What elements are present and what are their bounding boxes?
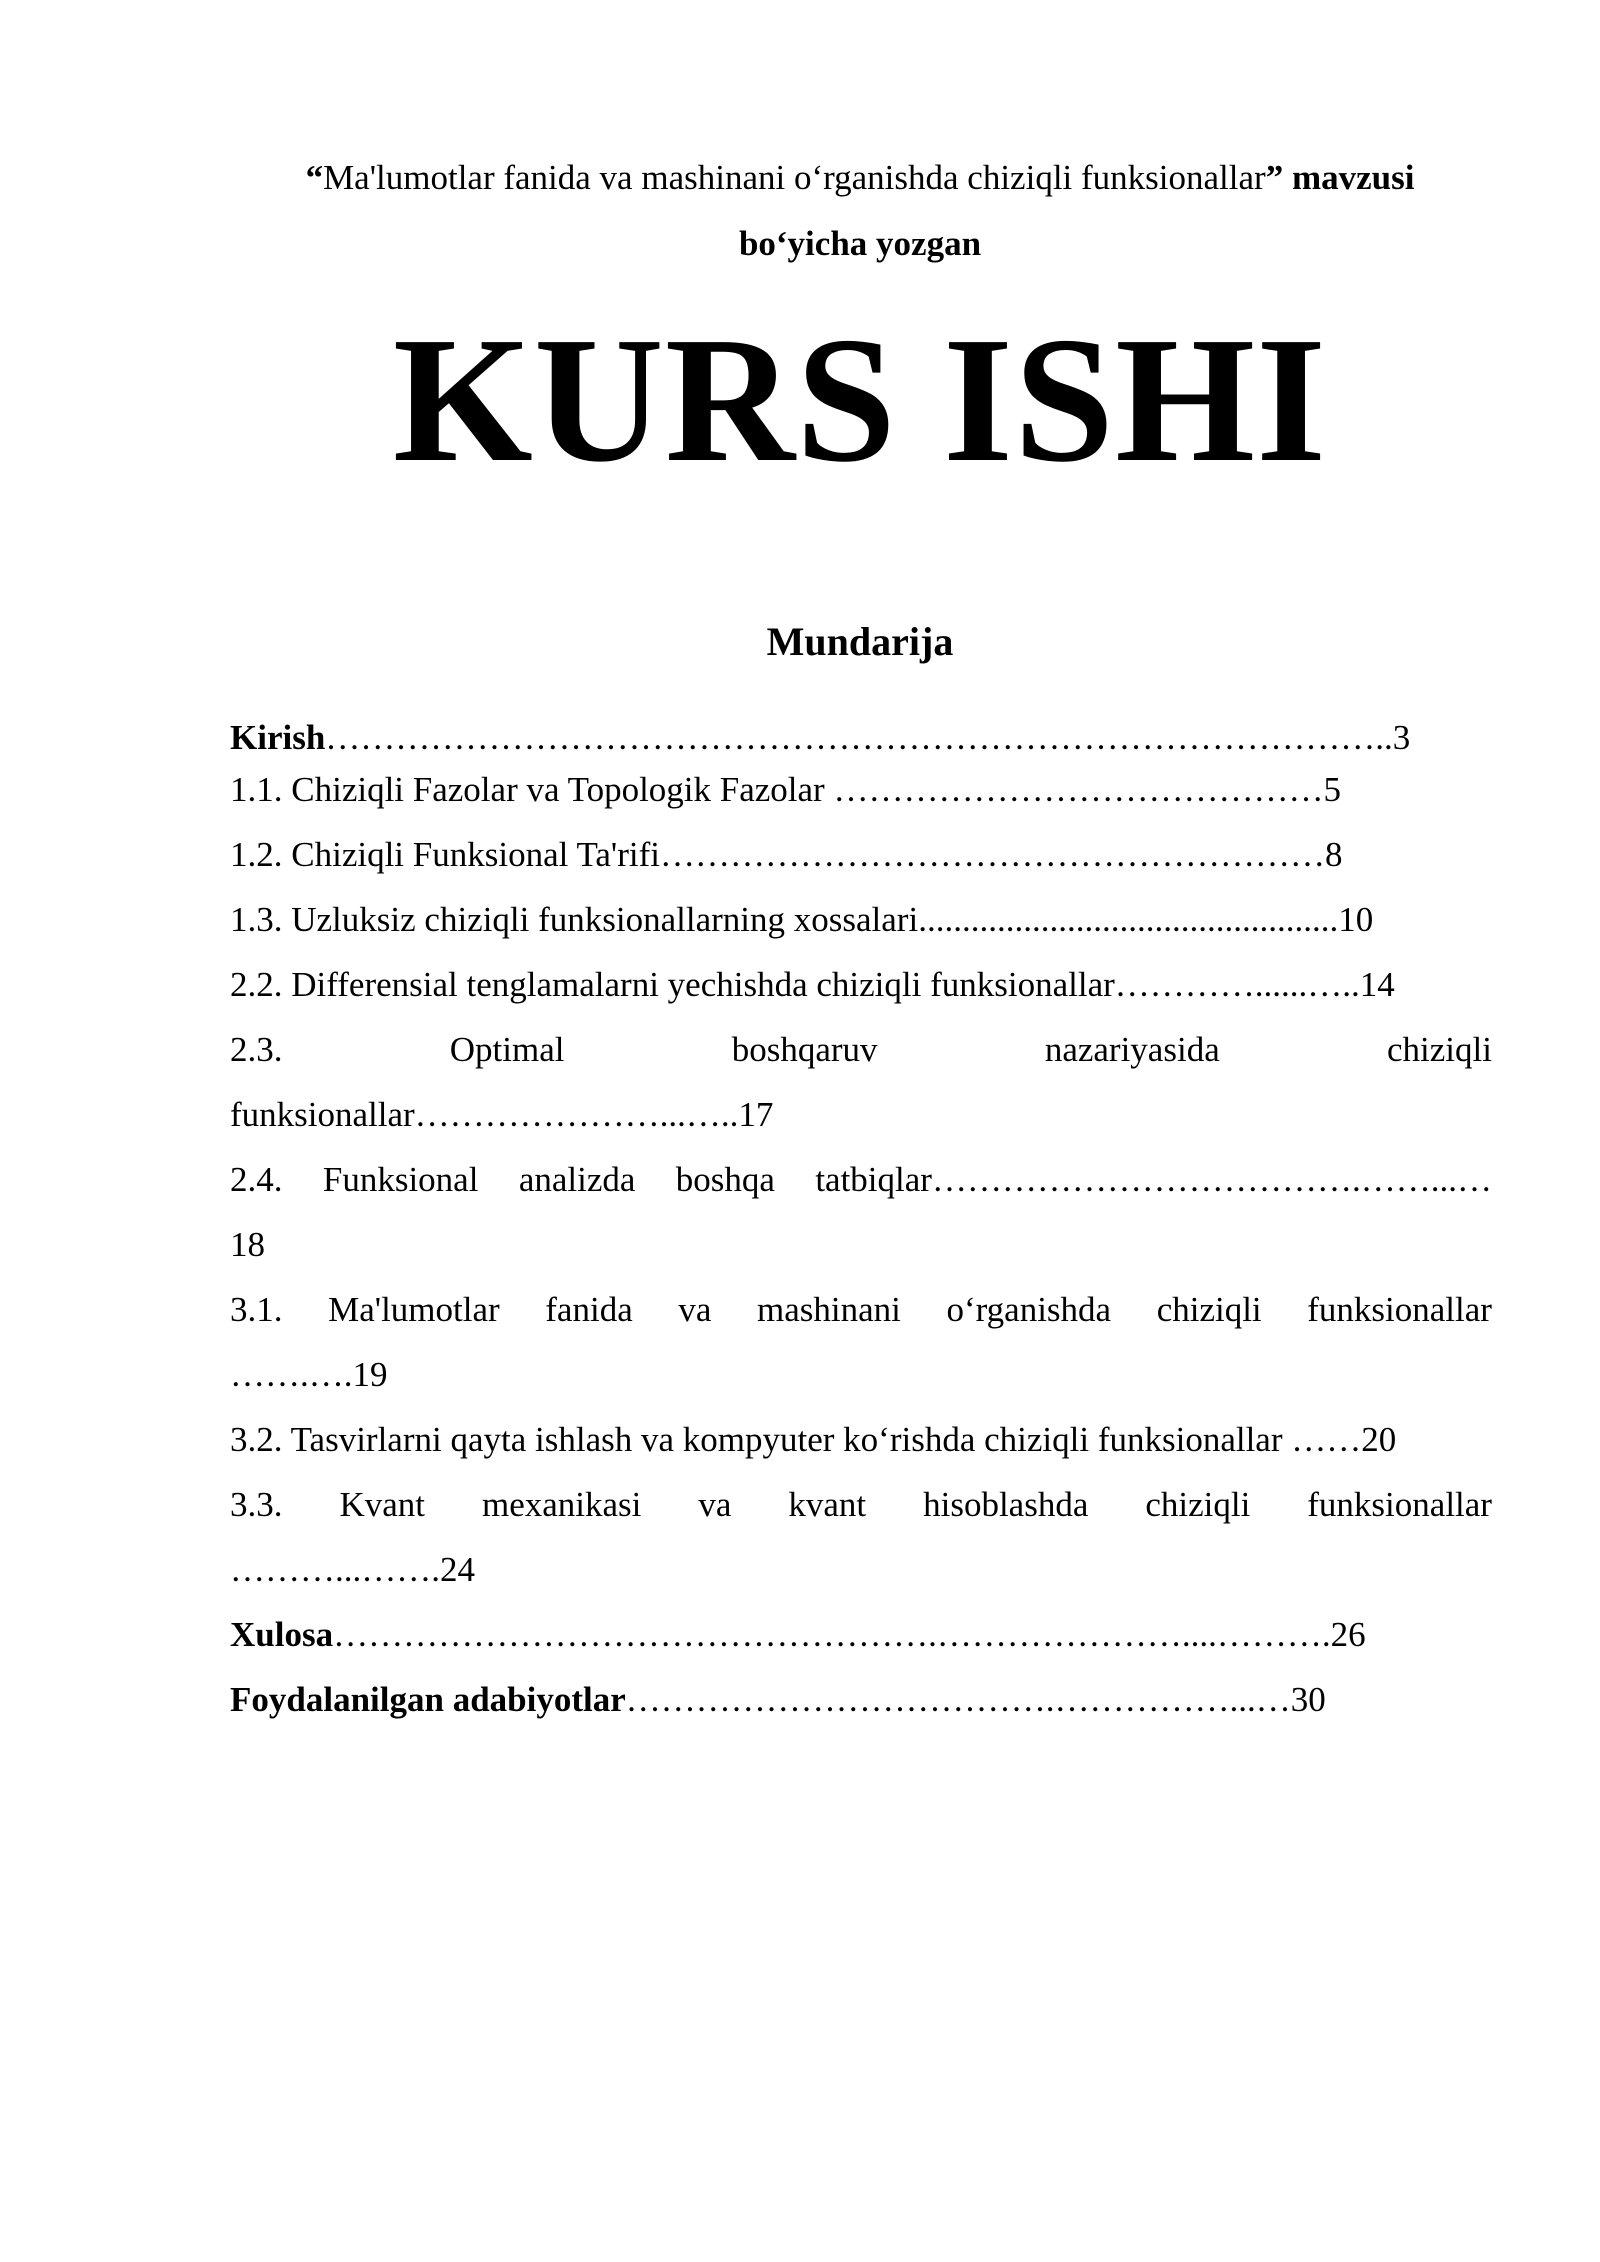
toc-word: tatbiqlar……………………………….……...… (815, 1160, 1492, 1199)
toc-entry-adabiyotlar (230, 1678, 1326, 1722)
toc-word: 3.1. (230, 1290, 283, 1329)
toc-entry-1-2: 1.2. Chiziqli Funksional Ta'rifi…………………………………………………8 (230, 835, 1343, 874)
toc-entry-3-3 (230, 1483, 1492, 1527)
toc-entry-dots: ……………………………….……………...…30 (625, 1680, 1326, 1719)
toc-entry-dots: ………………………………………………………………………………..3 (325, 718, 1411, 757)
toc-heading: Mundarija (766, 619, 954, 664)
toc-word: fanida (545, 1290, 633, 1329)
topic-intro (230, 145, 1490, 277)
toc-entry-label: Kirish (230, 718, 326, 757)
toc-word: funksionallar (1307, 1485, 1492, 1524)
toc-word: chiziqli (1156, 1290, 1262, 1329)
toc-entry-3-2: 3.2. Tasvirlarni qayta ishlash va kompyuter ko‘rishda chiziqli funksionallar ……20 (230, 1420, 1397, 1459)
toc-word: mexanikasi (481, 1485, 642, 1524)
toc-word: 2.4. (230, 1160, 283, 1199)
toc-word: chiziqli (1387, 1030, 1492, 1069)
toc-word: boshqa (675, 1160, 775, 1199)
toc-word: mashinani (757, 1290, 901, 1329)
toc-word: chiziqli (1145, 1485, 1251, 1524)
toc-entry-kirish (230, 716, 1410, 760)
toc-entry-label: Foydalanilgan adabiyotlar (230, 1680, 626, 1719)
toc-word: Optimal (449, 1030, 565, 1069)
toc-entry-dots: …………………………………………….…………………....……….26 (333, 1615, 1366, 1654)
open-quote: “ (305, 158, 324, 197)
topic-line (230, 145, 1490, 211)
toc-word: nazariyasida (1044, 1030, 1220, 1069)
toc-word: boshqaruv (731, 1030, 878, 1069)
topic-title: Ma'lumotlar fanida va mashinani o‘rganishda chiziqli funksionallar (323, 158, 1266, 197)
document-title: KURS ISHI (392, 300, 1328, 499)
toc-word: funksionallar (1307, 1290, 1492, 1329)
toc-entry-3-3-continuation: ………...…….24 (230, 1550, 475, 1589)
toc-word: 2.3. (230, 1030, 283, 1069)
toc-word: o‘rganishda (946, 1290, 1112, 1329)
toc-entry-1-1: 1.1. Chiziqli Fazolar va Topologik Fazolar ……………………………………5 (230, 770, 1341, 809)
toc-entry-3-1-continuation: …….….19 (230, 1355, 388, 1394)
toc-entry-3-1 (230, 1288, 1492, 1332)
toc-entry-1-3: 1.3. Uzluksiz chiziqli funksionallarning xossalari................................................10 (230, 900, 1374, 939)
toc-word: hisoblashda (923, 1485, 1089, 1524)
close-quote-mavzusi: ” mavzusi (1265, 158, 1415, 197)
toc-entry-label: Xulosa (230, 1615, 334, 1654)
toc-word: Kvant (339, 1485, 426, 1524)
toc-word: va (698, 1485, 732, 1524)
toc-entry-xulosa (230, 1613, 1366, 1657)
toc-entry-2-2: 2.2. Differensial tenglamalarni yechishda chiziqli funksionallar…………......…..14 (230, 965, 1395, 1004)
toc-entry-2-3 (230, 1028, 1492, 1072)
toc-entry-2-4-continuation: 18 (230, 1225, 265, 1264)
toc-word: analizda (518, 1160, 636, 1199)
toc-word: 3.3. (230, 1485, 283, 1524)
toc-word: Ma'lumotlar (328, 1290, 500, 1329)
toc-word: Funksional (322, 1160, 479, 1199)
toc-word: va (678, 1290, 712, 1329)
toc-entry-2-3-continuation: funksionallar…………………...…..17 (230, 1095, 774, 1134)
toc-word: kvant (788, 1485, 867, 1524)
topic-line-2: bo‘yicha yozgan (738, 224, 982, 263)
toc-entry-2-4 (230, 1158, 1492, 1202)
